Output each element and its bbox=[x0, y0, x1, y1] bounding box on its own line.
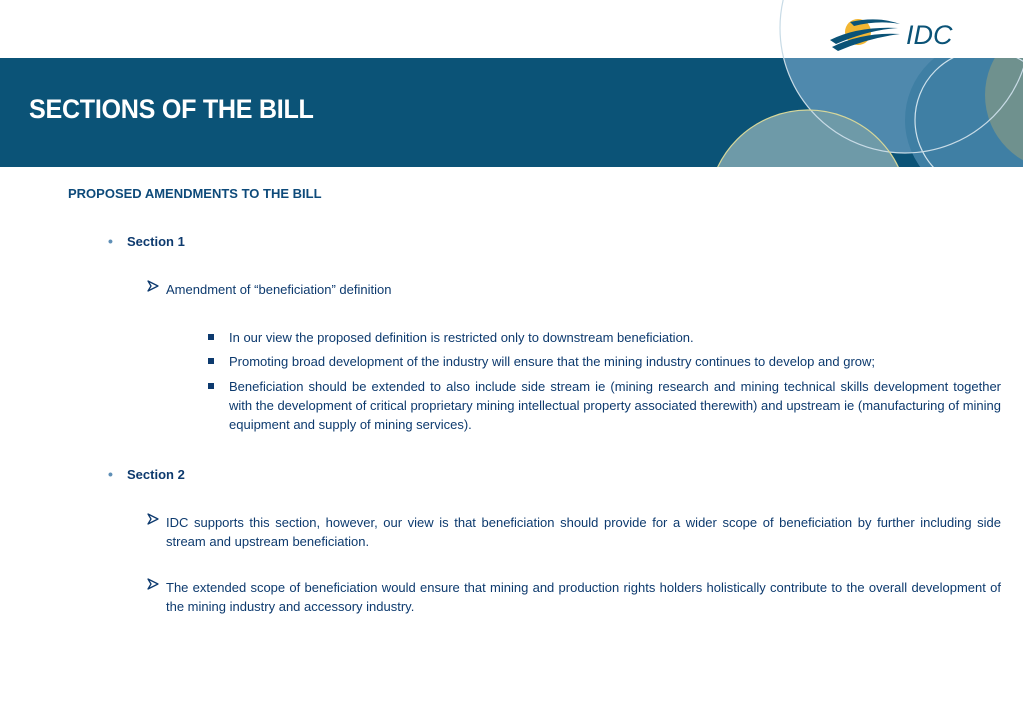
point-3 bbox=[229, 377, 1001, 434]
section-2-item-2-text: The extended scope of beneficiation would ensure that mining and production rights holders holistically contribute to the overall development of the mining industry and accessory industry. bbox=[166, 580, 1001, 614]
section-2-label: Section 2 bbox=[127, 467, 185, 482]
point-3-text: Beneficiation should be extended to also include side stream ie (mining research and mining technical skills development together with the development of critical proprietary mining intellectual property associated therewith) and upstream ie (manufacturing of mining equipment and supply of mining services). bbox=[229, 379, 1001, 432]
section-2-item-1 bbox=[166, 513, 1001, 551]
amendment-text: Amendment of “beneficiation” definition bbox=[166, 282, 392, 297]
square-bullet-icon bbox=[208, 383, 214, 389]
square-bullet-icon bbox=[208, 358, 214, 364]
section-2 bbox=[108, 466, 185, 482]
arrow-bullet-icon bbox=[146, 577, 160, 591]
square-bullet-icon bbox=[208, 334, 214, 340]
point-2-text: Promoting broad development of the industry will ensure that the mining industry continues to develop and grow; bbox=[229, 354, 876, 369]
section-1-label: Section 1 bbox=[127, 234, 185, 249]
idc-logo bbox=[828, 14, 963, 61]
section-heading: PROPOSED AMENDMENTS TO THE BILL bbox=[68, 186, 322, 201]
idc-logo-mark bbox=[828, 14, 963, 56]
section-2-item-2 bbox=[166, 578, 1001, 616]
point-1-text: In our view the proposed definition is restricted only to downstream beneficiation. bbox=[229, 330, 694, 345]
point-1 bbox=[229, 328, 1001, 347]
section-1 bbox=[108, 233, 185, 249]
arrow-bullet-icon bbox=[146, 512, 160, 526]
slide-title: SECTIONS OF THE BILL bbox=[29, 94, 314, 124]
logo-text: IDC bbox=[906, 20, 953, 50]
arrow-bullet-icon bbox=[146, 279, 160, 293]
point-2 bbox=[229, 352, 1001, 371]
bullet-dot-icon: • bbox=[108, 466, 113, 482]
bullet-dot-icon: • bbox=[108, 233, 113, 249]
section-2-item-1-text: IDC supports this section, however, our view is that beneficiation should provide for a wider scope of beneficiation by further including side stream and upstream beneficiation. bbox=[166, 515, 1001, 549]
amendment-item bbox=[166, 280, 1001, 299]
